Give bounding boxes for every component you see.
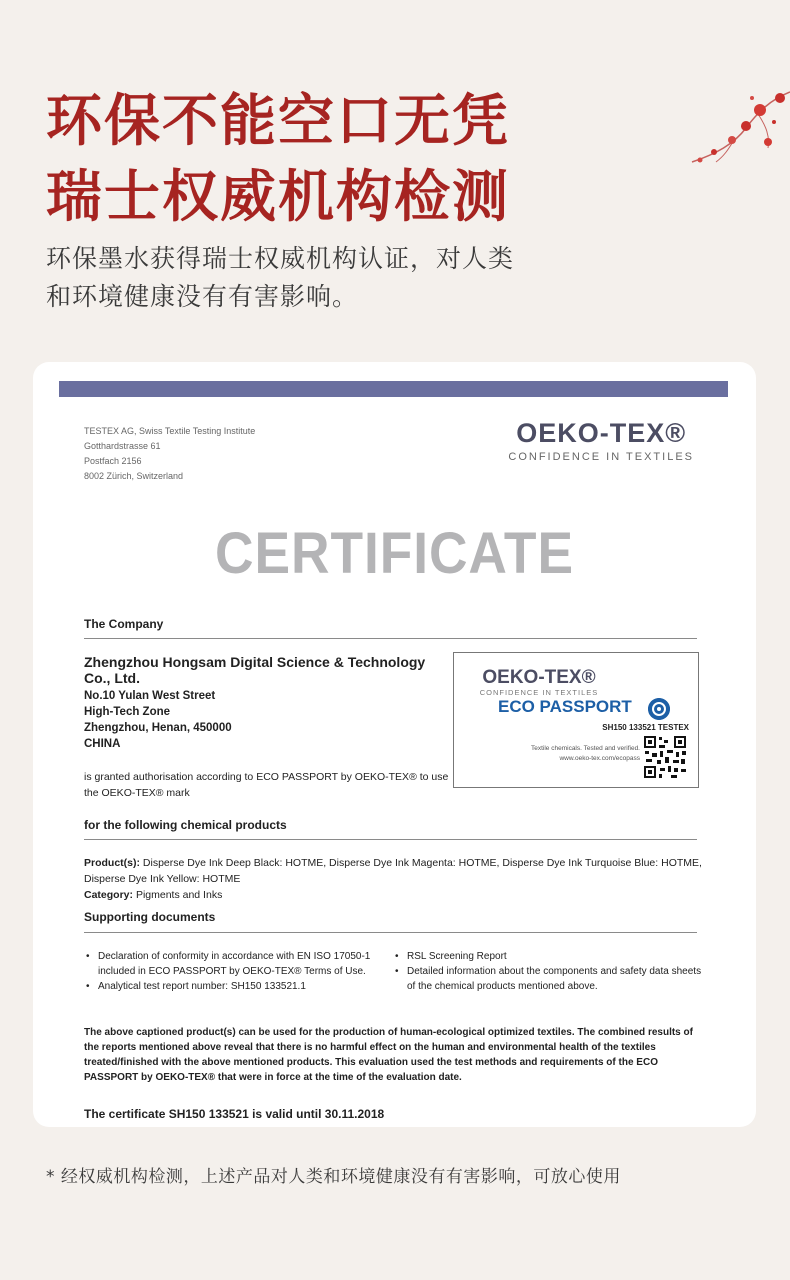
products-row — [84, 855, 709, 887]
headline — [46, 84, 510, 236]
oeko-tex-logo-tagline: CONFIDENCE IN TEXTILES — [508, 451, 694, 463]
validity-statement: The certificate SH150 133521 is valid until 30.11.2018 — [84, 1107, 385, 1121]
oeko-tex-logo — [508, 418, 694, 463]
company-name: Zhengzhou Hongsam Digital Science & Technology Co., Ltd. — [84, 654, 426, 686]
supporting-list-left — [84, 949, 384, 994]
products-section-label: for the following chemical products — [84, 818, 287, 832]
eco-passport-icon — [648, 698, 670, 720]
badge-code: SH150 133521 TESTEX — [602, 723, 689, 732]
badge-oeko-tex: OEKO-TEX® — [482, 667, 596, 688]
headline-line-1: 环保不能空口无凭 — [46, 89, 510, 154]
badge-note — [494, 744, 640, 764]
headline-line-2: 瑞士权威机构检测 — [46, 165, 510, 230]
badge-note-line: Textile chemicals. Tested and verified. — [531, 745, 640, 752]
issuer-line: Gotthardstrasse 61 — [84, 441, 161, 451]
divider — [84, 932, 697, 933]
qr-code-icon — [643, 735, 687, 779]
products-label: Product(s): — [84, 857, 140, 869]
products-text: Disperse Dye Ink Deep Black: HOTME, Disperse Dye Ink Magenta: HOTME, Disperse Dye Ink Turquoise Blue: HOTME, Disperse Dye Ink Yellow: HOTME — [84, 857, 702, 885]
category-row — [84, 887, 709, 903]
badge-confidence: CONFIDENCE IN TEXTILES — [479, 688, 599, 697]
category-label: Category: — [84, 889, 134, 901]
supporting-item: • RSL Screening Report — [393, 949, 703, 964]
company-address — [84, 688, 232, 752]
supporting-list-right — [393, 949, 703, 994]
eco-passport-badge — [453, 652, 699, 788]
evaluation-statement: The above captioned product(s) can be used for the production of human-ecological optimized textiles. The combined results of the reports mentioned above reveal that there is no harmful effect on the human and environmental health of the textiles treated/finished with the above mentioned products. This evaluation used the test methods and requirements of the ECO PASSPORT by OEKO-TEX® that were in force at the time of the evaluation date. — [84, 1027, 693, 1083]
oeko-tex-logo-name: OEKO-TEX® — [516, 418, 687, 448]
certificate-title: CERTIFICATE — [215, 521, 574, 586]
issuer-address — [84, 424, 255, 484]
address-line: Zhengzhou, Henan, 450000 — [84, 722, 232, 734]
subtitle — [46, 240, 646, 316]
issuer-line: Postfach 2156 — [84, 456, 142, 466]
issuer-line: 8002 Zürich, Switzerland — [84, 471, 184, 481]
granted-line: is granted authorisation according to ECO PASSPORT by OEKO-TEX® to use — [84, 771, 449, 783]
granted-statement — [84, 769, 448, 801]
badge-note-line: www.oeko-tex.com/ecopass — [559, 755, 640, 762]
certificate-top-bar — [59, 381, 728, 397]
divider — [84, 638, 697, 639]
supporting-item: • Analytical test report number: SH150 133521.1 — [84, 979, 384, 994]
subtitle-line-1: 环保墨水获得瑞士权威机构认证，对人类 — [46, 244, 515, 273]
plum-blossom-icon — [670, 78, 790, 188]
granted-line: the OEKO-TEX® mark — [84, 787, 190, 799]
address-line: High-Tech Zone — [84, 706, 171, 718]
address-line: CHINA — [84, 738, 121, 750]
divider — [84, 839, 697, 840]
issuer-line: TESTEX AG, Swiss Textile Testing Institute — [84, 426, 256, 436]
supporting-item: • Declaration of conformity in accordance with EN ISO 17050-1 included in ECO PASSPORT by OEKO-TEX® Terms of Use. — [84, 949, 384, 979]
supporting-item: • Detailed information about the components and safety data sheets of the chemical products mentioned above. — [393, 964, 703, 994]
certificate-card — [33, 362, 756, 1127]
company-label: The Company — [84, 617, 164, 631]
products-block — [84, 855, 709, 903]
category-text: Pigments and Inks — [135, 889, 223, 901]
supporting-documents-label: Supporting documents — [84, 910, 216, 924]
footnote: * 经权威机构检测，上述产品对人类和环境健康没有有害影响，可放心使用 — [46, 1167, 621, 1187]
subtitle-line-2: 和环境健康没有有害影响。 — [46, 282, 359, 311]
address-line: No.10 Yulan West Street — [84, 690, 216, 702]
badge-eco-passport: ECO PASSPORT — [498, 697, 632, 716]
